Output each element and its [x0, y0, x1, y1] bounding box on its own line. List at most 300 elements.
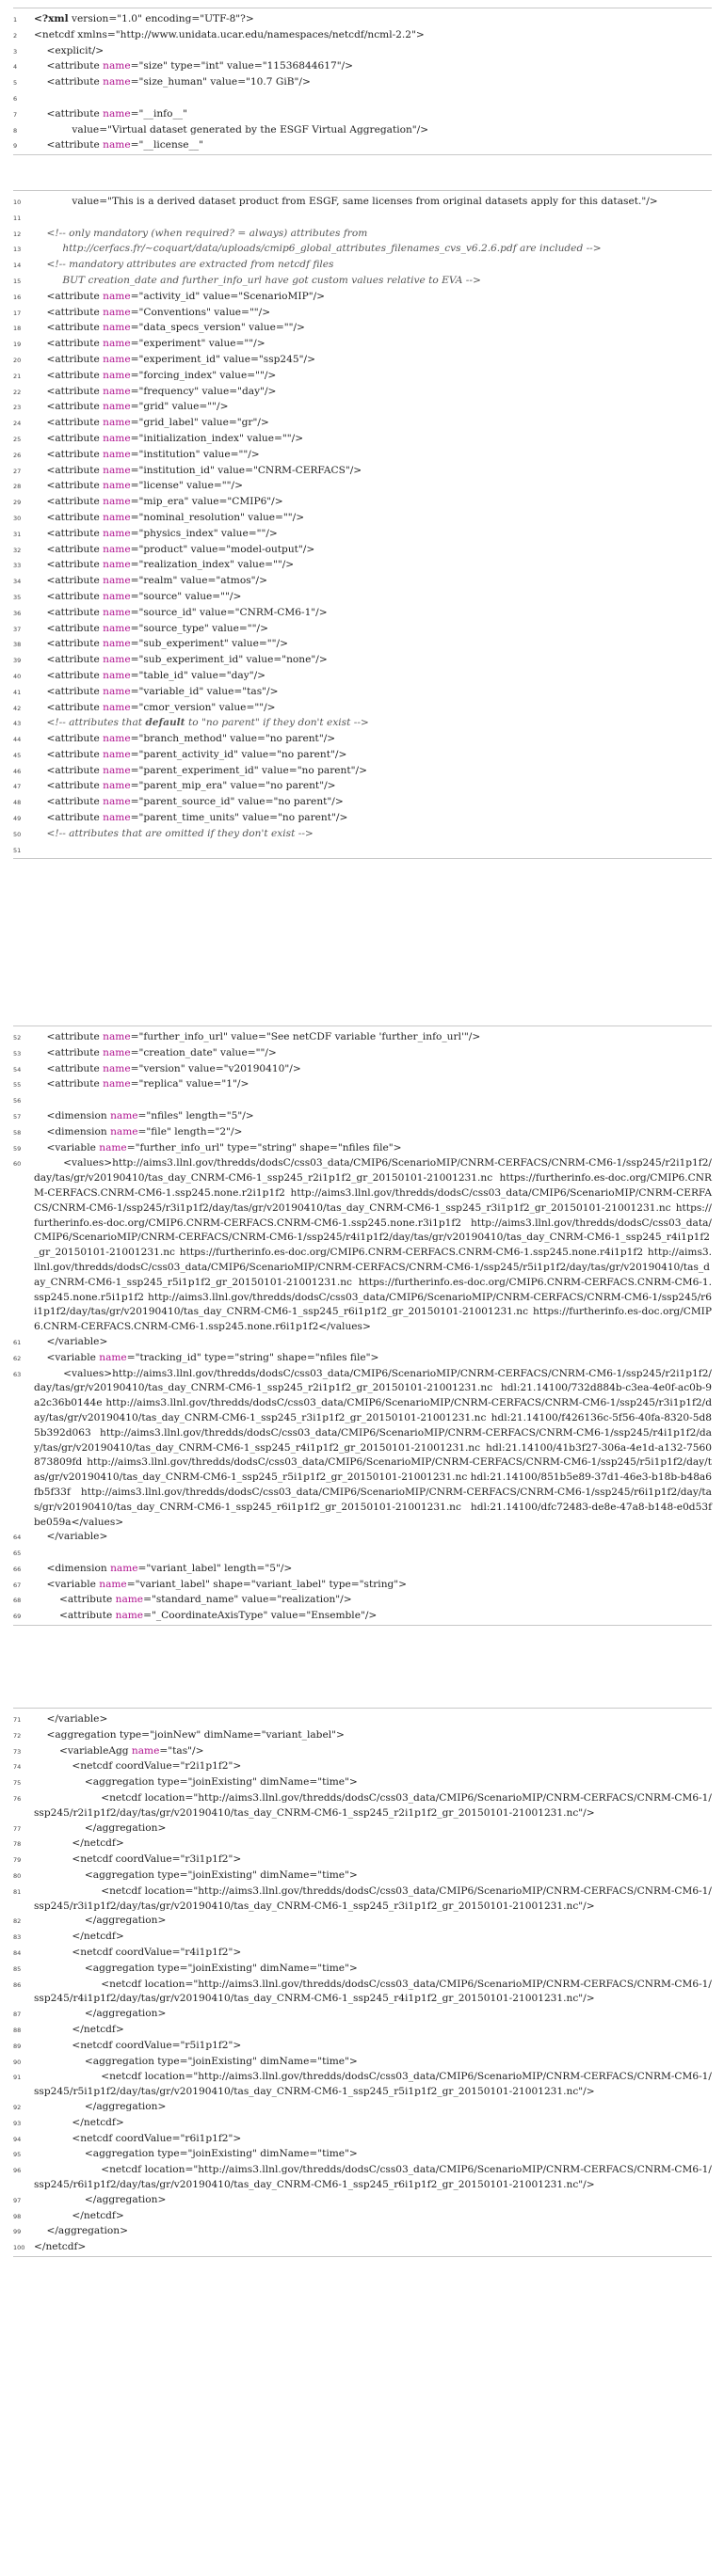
code-line: [13, 1156, 712, 1335]
code-line: [13, 59, 712, 75]
code-line: [13, 1930, 712, 1946]
code-line: [13, 195, 712, 211]
code-text: [34, 1546, 712, 1562]
code-line: [13, 416, 712, 432]
code-line: [13, 2055, 712, 2071]
code-line: [13, 2100, 712, 2116]
code-text: <attribute name="_CoordinateAxisType" value="Ensemble"/>: [34, 1610, 378, 1622]
code-text: </aggregation>: [34, 2225, 128, 2237]
code-text: <attribute name="sub_experiment" value=""/>: [34, 638, 288, 650]
code-text: <attribute name="source" value=""/>: [34, 590, 242, 602]
line-number: 44: [13, 736, 22, 744]
line-number: 64: [13, 1534, 22, 1542]
line-number: 10: [13, 199, 22, 206]
code-line: [13, 44, 712, 60]
code-line: [13, 1030, 712, 1046]
code-text: </netcdf>: [34, 1837, 124, 1850]
code-text: <attribute name="variable_id" value="tas"/>: [34, 685, 279, 697]
line-number: 20: [13, 356, 22, 364]
line-number: 48: [13, 799, 22, 807]
code-line: [13, 123, 712, 139]
code-line: [13, 258, 712, 274]
code-line: [13, 290, 712, 306]
line-number: 26: [13, 451, 22, 459]
code-text: http://cerfacs.fr/~coquart/data/uploads/cmip6_global_attributes_filenames_cvs_v6.2.6.pdf are included -->: [34, 243, 602, 255]
code-text: value="Virtual dataset generated by the ESGF Virtual Aggregation"/>: [34, 123, 429, 135]
code-line: [13, 637, 712, 653]
line-number: 8: [13, 126, 18, 135]
line-number: 14: [13, 262, 22, 270]
code-line: [13, 353, 712, 369]
code-text: [34, 843, 712, 859]
code-text: </netcdf>: [34, 2241, 87, 2253]
code-text: <attribute name="cmor_version" value=""/>: [34, 701, 276, 713]
code-text: <netcdf coordValue="r3i1p1f2">: [34, 1853, 242, 1866]
code-line: [13, 811, 712, 827]
code-text: <dimension name="variant_label" length="5"/>: [34, 1562, 293, 1574]
line-number: 28: [13, 483, 22, 491]
code-line: [13, 12, 712, 28]
code-text: </netcdf>: [34, 2116, 124, 2128]
line-number: 59: [13, 1144, 22, 1153]
code-text: <attribute name="experiment_id" value="ssp245"/>: [34, 353, 315, 365]
code-line: [13, 574, 712, 590]
code-text: <attribute name="parent_time_units" value="no parent"/>: [34, 812, 348, 824]
code-line: [13, 1609, 712, 1625]
code-text: <attribute name="parent_source_id" value="no parent"/>: [34, 796, 344, 808]
code-text: <attribute name="frequency" value="day"/>: [34, 385, 277, 397]
line-number: 22: [13, 388, 22, 396]
code-text: <aggregation type="joinExisting" dimName="time">: [34, 2055, 358, 2067]
code-text: <attribute name="branch_method" value="no parent"/>: [34, 733, 336, 745]
code-text: <aggregation type="joinExisting" dimName="time">: [34, 1962, 358, 1974]
code-text: <variable name="further_info_url" type="string" shape="nfiles file">: [34, 1141, 402, 1153]
line-number: 93: [13, 2119, 22, 2127]
code-text: <aggregation type="joinExisting" dimName="time">: [34, 2148, 358, 2160]
line-number: 87: [13, 2011, 22, 2019]
code-text: <attribute name="standard_name" value="realization"/>: [34, 1594, 352, 1606]
code-text: </variable>: [34, 1335, 108, 1347]
line-number: 21: [13, 372, 22, 380]
line-number: 6: [13, 94, 18, 103]
line-number: 3: [13, 47, 18, 56]
line-number: 13: [13, 246, 22, 254]
line-number: 76: [13, 1794, 22, 1803]
code-line: [13, 1884, 712, 1915]
code-text: [34, 1093, 712, 1109]
line-number: 5: [13, 79, 18, 87]
code-text: [34, 211, 712, 227]
line-number: 69: [13, 1613, 22, 1621]
code-text: <attribute name="physics_index" value=""/>: [34, 527, 278, 539]
code-text: <attribute name="replica" value="1"/>: [34, 1078, 249, 1090]
code-line: [13, 1914, 712, 1930]
code-text: <attribute name="source_type" value=""/>: [34, 622, 268, 634]
code-line: [13, 337, 712, 353]
code-text: <attribute name="license" value=""/>: [34, 480, 243, 492]
code-line: [13, 1821, 712, 1837]
line-number: 19: [13, 341, 22, 349]
code-line: [13, 479, 712, 495]
code-line: [13, 2163, 712, 2193]
code-line: [13, 2193, 712, 2209]
line-number: 23: [13, 404, 22, 412]
line-number: 46: [13, 767, 22, 775]
code-text: <attribute name="further_info_url" value="See netCDF variable 'further_info_url'"/>: [34, 1031, 481, 1042]
code-text: <variable name="tracking_id" type="string" shape="nfiles file">: [34, 1351, 379, 1363]
code-line: [13, 1546, 712, 1562]
line-number: 68: [13, 1597, 22, 1605]
code-line: [13, 2007, 712, 2023]
line-number: 33: [13, 562, 22, 570]
code-line: [13, 400, 712, 416]
code-text: <!-- attributes that are omitted if they don't exist -->: [34, 827, 314, 839]
line-number: 50: [13, 830, 22, 838]
code-text: <attribute name="__info__": [34, 107, 187, 119]
code-text: <attribute name="activity_id" value="ScenarioMIP"/>: [34, 290, 326, 302]
code-line: [13, 527, 712, 543]
code-text: <aggregation type="joinExisting" dimName="time">: [34, 1868, 358, 1881]
line-number: 66: [13, 1565, 22, 1573]
code-line: [13, 1978, 712, 2008]
code-text: <attribute name="product" value="model-output"/>: [34, 543, 315, 555]
line-number: 94: [13, 2135, 22, 2143]
code-line: [13, 1962, 712, 1978]
line-number: 74: [13, 1763, 22, 1772]
code-line: [13, 91, 712, 107]
code-block-4: [13, 1708, 712, 2257]
code-line: [13, 495, 712, 511]
code-line: [13, 1837, 712, 1852]
line-number: 42: [13, 704, 22, 712]
code-line: [13, 1530, 712, 1546]
code-line: [13, 28, 712, 44]
code-line: [13, 2023, 712, 2039]
code-line: [13, 685, 712, 701]
line-number: 41: [13, 688, 22, 696]
code-text: <netcdf coordValue="r4i1p1f2">: [34, 1946, 242, 1958]
line-number: 67: [13, 1581, 22, 1589]
code-line: [13, 1109, 712, 1125]
code-text: <attribute name="institution_id" value="CNRM-CERFACS"/>: [34, 464, 362, 476]
code-text: <!-- attributes that default to "no parent" if they don't exist -->: [34, 717, 369, 729]
line-number: 32: [13, 546, 22, 554]
code-text: <attribute name="version" value="v20190410"/>: [34, 1062, 301, 1074]
line-number: 71: [13, 1716, 22, 1724]
code-line: [13, 1077, 712, 1093]
code-line: [13, 1852, 712, 1868]
code-line: [13, 1062, 712, 1078]
line-number: 60: [13, 1160, 22, 1169]
code-line: [13, 716, 712, 732]
line-number: 72: [13, 1731, 22, 1740]
line-number: 29: [13, 499, 22, 507]
code-line: [13, 1351, 712, 1367]
code-text: <dimension name="nfiles" length="5"/>: [34, 1109, 254, 1121]
code-line: [13, 1593, 712, 1609]
line-number: 73: [13, 1747, 22, 1756]
code-line: [13, 1728, 712, 1744]
code-text: </aggregation>: [34, 2193, 167, 2205]
code-line: [13, 843, 712, 859]
code-text: <variableAgg name="tas"/>: [34, 1744, 204, 1757]
code-line: [13, 558, 712, 574]
code-text: <values>http://aims3.llnl.gov/thredds/dodsC/css03_data/CMIP6/ScenarioMIP/CNRM-CERFACS/CNRM-CM6-1/ssp245/r2i1p1f2/day/tas/gr/v20190410/tas_day_CNRM-CM6-1_ssp245_r2i1p1f2_gr_20150101-21001231.nc hdl:21.14100/732d884b-c3ea-4e0f-ac0b-9a2c36b0144e http://aims3.llnl.gov/thredds/dodsC/css03_data/CMIP6/ScenarioMIP/CNRM-CERFACS/CNRM-CM6-1/ssp245/r3i1p1f2/day/tas/gr/v20190410/tas_day_CNRM-CM6-1_ssp245_r3i1p1f2_gr_20150101-21001231.nc hdl:21.14100/f426136c-5f56-40fa-8320-5d85b392d063 http://aims3.llnl.gov/thredds/dodsC/css03_data/CMIP6/ScenarioMIP/CNRM-CERFACS/CNRM-CM6-1/ssp245/r4i1p1f2/day/tas/gr/v20190410/tas_day_CNRM-CM6-1_ssp245_r4i1p1f2_gr_20150101-21001231.nc hdl:21.14100/41b3f27-306a-4e1d-a132-7560873809fd http://aims3.llnl.gov/thredds/dodsC/css03_data/CMIP6/ScenarioMIP/CNRM-CERFACS/CNRM-CM6-1/ssp245/r5i1p1f2/day/tas/gr/v20190410/tas_day_CNRM-CM6-1_ssp245_r5i1p1f2_gr_20150101-21001231.nc hdl:21.14100/851b5e89-37d1-46e3-b18b-b48a6fb5f33f http://aims3.llnl.gov/thredds/dodsC/css03_data/CMIP6/ScenarioMIP/CNRM-CERFACS/CNRM-CM6-1/ssp245/r6i1p1f2/day/tas/gr/v20190410/tas_day_CNRM-CM6-1_ssp245_r6i1p1f2_gr_20150101-21001231.nc hdl:21.14100/dfc72483-de8e-47a8-b148-e0d53fbe059a</values>: [34, 1367, 712, 1528]
code-text: <netcdf coordValue="r6i1p1f2">: [34, 2132, 242, 2144]
code-line: [13, 779, 712, 795]
code-line: [13, 764, 712, 780]
code-text: <?xml version="1.0" encoding="UTF-8"?>: [34, 13, 254, 24]
code-line: [13, 2224, 712, 2240]
code-text: <aggregation type="joinExisting" dimName="time">: [34, 1776, 358, 1789]
code-text: <attribute name="experiment" value=""/>: [34, 338, 265, 350]
code-text: </variable>: [34, 1713, 108, 1725]
line-number: 80: [13, 1871, 22, 1880]
line-number: 39: [13, 657, 22, 665]
line-number: 62: [13, 1354, 22, 1362]
line-number: 49: [13, 815, 22, 823]
code-line: [13, 321, 712, 337]
code-text: </netcdf>: [34, 2023, 124, 2035]
line-number: 78: [13, 1840, 22, 1849]
code-line: [13, 590, 712, 606]
line-number: 99: [13, 2228, 22, 2236]
code-line: [13, 369, 712, 385]
code-text: <aggregation type="joinNew" dimName="variant_label">: [34, 1728, 345, 1741]
line-number: 88: [13, 2026, 22, 2034]
code-line: [13, 701, 712, 717]
code-text: <dimension name="file" length="2"/>: [34, 1125, 243, 1137]
code-line: [13, 2039, 712, 2055]
line-number: 18: [13, 325, 22, 333]
code-line: [13, 211, 712, 227]
code-line: [13, 622, 712, 638]
line-number: 16: [13, 293, 22, 301]
code-text: <netcdf location="http://aims3.llnl.gov/thredds/dodsC/css03_data/CMIP6/ScenarioMIP/CNRM-CERFACS/CNRM-CM6-1/ssp245/r6i1p1f2/day/tas/gr/v20190410/tas_day_CNRM-CM6-1_ssp245_r6i1p1f2_gr_20150101-21001231.nc"/>: [34, 2164, 712, 2190]
code-text: </aggregation>: [34, 2008, 167, 2020]
code-text: BUT creation_date and further_info_url have got custom values relative to EVA -->: [34, 274, 481, 286]
line-number: 96: [13, 2167, 22, 2175]
line-number: 89: [13, 2042, 22, 2050]
code-text: </aggregation>: [34, 1915, 167, 1927]
line-number: 55: [13, 1081, 22, 1089]
code-line: [13, 1744, 712, 1760]
code-text: <attribute name="initialization_index" value=""/>: [34, 432, 304, 444]
line-number: 45: [13, 751, 22, 759]
line-number: 37: [13, 625, 22, 633]
code-line: [13, 2116, 712, 2132]
code-line: [13, 669, 712, 685]
line-number: 54: [13, 1065, 22, 1073]
code-line: [13, 306, 712, 322]
code-block-3: [13, 1026, 712, 1626]
line-number: 35: [13, 593, 22, 601]
line-number: 31: [13, 530, 22, 538]
code-line: [13, 432, 712, 448]
code-text: <attribute name="table_id" value="day"/>: [34, 669, 266, 681]
code-text: <netcdf location="http://aims3.llnl.gov/thredds/dodsC/css03_data/CMIP6/ScenarioMIP/CNRM-CERFACS/CNRM-CM6-1/ssp245/r4i1p1f2/day/tas/gr/v20190410/tas_day_CNRM-CM6-1_ssp245_r4i1p1f2_gr_20150101-21001231.nc"/>: [34, 1978, 712, 2005]
line-number: 7: [13, 110, 18, 119]
line-number: 91: [13, 2074, 22, 2082]
code-line: [13, 1868, 712, 1884]
line-number: 53: [13, 1049, 22, 1057]
code-line: [13, 1578, 712, 1594]
line-number: 38: [13, 641, 22, 649]
code-text: <netcdf location="http://aims3.llnl.gov/thredds/dodsC/css03_data/CMIP6/ScenarioMIP/CNRM-CERFACS/CNRM-CM6-1/ssp245/r2i1p1f2/day/tas/gr/v20190410/tas_day_CNRM-CM6-1_ssp245_r2i1p1f2_gr_20150101-21001231.nc"/>: [34, 1791, 712, 1819]
code-text: <attribute name="data_specs_version" value=""/>: [34, 322, 305, 334]
code-text: <attribute name="source_id" value="CNRM-CM6-1"/>: [34, 606, 328, 618]
code-text: </variable>: [34, 1531, 108, 1543]
code-line: [13, 107, 712, 123]
code-text: <attribute name="size" type="int" value="11536844617"/>: [34, 60, 354, 72]
code-line: [13, 274, 712, 290]
code-text: [34, 91, 712, 107]
line-number: 63: [13, 1370, 22, 1378]
line-number: 51: [13, 846, 22, 854]
line-number: 56: [13, 1097, 22, 1105]
code-line: [13, 1791, 712, 1821]
code-line: [13, 543, 712, 559]
code-text: <attribute name="forcing_index" value=""/>: [34, 369, 277, 381]
code-text: </netcdf>: [34, 2209, 124, 2221]
code-line: [13, 1367, 712, 1531]
line-number: 81: [13, 1887, 22, 1896]
code-line: [13, 827, 712, 843]
line-number: 61: [13, 1338, 22, 1346]
code-text: <attribute name="mip_era" value="CMIP6"/>: [34, 496, 283, 508]
code-line: [13, 1335, 712, 1351]
line-number: 58: [13, 1128, 22, 1137]
code-line: [13, 242, 712, 258]
code-text: <netcdf coordValue="r2i1p1f2">: [34, 1760, 242, 1773]
code-text: <attribute name="parent_mip_era" value="no parent"/>: [34, 780, 336, 792]
code-text: <attribute name="__license__": [34, 139, 203, 151]
line-number: 12: [13, 230, 22, 238]
code-text: <attribute name="Conventions" value=""/>: [34, 306, 271, 318]
code-text: <values>http://aims3.llnl.gov/thredds/dodsC/css03_data/CMIP6/ScenarioMIP/CNRM-CERFACS/CNRM-CM6-1/ssp245/r2i1p1f2/day/tas/gr/v20190410/tas_day_CNRM-CM6-1_ssp245_r2i1p1f2_gr_20150101-21001231.nc https://furtherinfo.es-doc.org/CMIP6.CNRM-CERFACS.CNRM-CM6-1.ssp245.none.r2i1p1f2 http://aims3.llnl.gov/thredds/dodsC/css03_data/CMIP6/ScenarioMIP/CNRM-CERFACS/CNRM-CM6-1/ssp245/r3i1p1f2/day/tas/gr/v20190410/tas_day_CNRM-CM6-1_ssp245_r3i1p1f2_gr_20150101-21001231.nc https://furtherinfo.es-doc.org/CMIP6.CNRM-CERFACS.CNRM-CM6-1.ssp245.none.r3i1p1f2 http://aims3.llnl.gov/thredds/dodsC/css03_data/CMIP6/ScenarioMIP/CNRM-CERFACS/CNRM-CM6-1/ssp245/r4i1p1f2/day/tas/gr/v20190410/tas_day_CNRM-CM6-1_ssp245_r4i1p1f2_gr_20150101-21001231.nc https://furtherinfo.es-doc.org/CMIP6.CNRM-CERFACS.CNRM-CM6-1.ssp245.none.r4i1p1f2 http://aims3.llnl.gov/thredds/dodsC/css03_data/CMIP6/ScenarioMIP/CNRM-CERFACS/CNRM-CM6-1/ssp245/r5i1p1f2/day/tas/gr/v20190410/tas_day_CNRM-CM6-1_ssp245_r5i1p1f2_gr_20150101-21001231.nc https://furtherinfo.es-doc.org/CMIP6.CNRM-CERFACS.CNRM-CM6-1.ssp245.none.r5i1p1f2 http://aims3.llnl.gov/thredds/dodsC/css03_data/CMIP6/ScenarioMIP/CNRM-CERFACS/CNRM-CM6-1/ssp245/r6i1p1f2/day/tas/gr/v20190410/tas_day_CNRM-CM6-1_ssp245_r6i1p1f2_gr_20150101-21001231.nc https://furtherinfo.es-doc.org/CMIP6.CNRM-CERFACS.CNRM-CM6-1.ssp245.none.r6i1p1f2</values>: [34, 1157, 712, 1333]
code-text: <!-- only mandatory (when required? = always) attributes from: [34, 227, 368, 239]
line-number: 25: [13, 435, 22, 443]
code-text: <attribute name="grid_label" value="gr"/>: [34, 417, 269, 429]
line-number: 75: [13, 1779, 22, 1788]
code-line: [13, 2209, 712, 2225]
code-text: <attribute name="parent_experiment_id" value="no parent"/>: [34, 764, 367, 776]
code-line: [13, 511, 712, 527]
line-number: 90: [13, 2058, 22, 2066]
code-line: [13, 385, 712, 401]
code-text: <attribute name="size_human" value="10.7 GiB"/>: [34, 76, 311, 88]
code-text: <attribute name="grid" value=""/>: [34, 401, 229, 413]
code-text: <attribute name="parent_activity_id" value="no parent"/>: [34, 748, 347, 760]
code-line: [13, 1141, 712, 1157]
line-number: 47: [13, 783, 22, 791]
line-number: 9: [13, 142, 18, 151]
line-number: 85: [13, 1964, 22, 1973]
line-number: 40: [13, 672, 22, 680]
code-text: <attribute name="institution" value=""/>: [34, 448, 260, 460]
code-text: <attribute name="realm" value="atmos"/>: [34, 575, 267, 587]
line-number: 79: [13, 1856, 22, 1865]
line-number: 1: [13, 16, 18, 24]
code-text: <netcdf location="http://aims3.llnl.gov/thredds/dodsC/css03_data/CMIP6/ScenarioMIP/CNRM-CERFACS/CNRM-CM6-1/ssp245/r5i1p1f2/day/tas/gr/v20190410/tas_day_CNRM-CM6-1_ssp245_r5i1p1f2_gr_20150101-21001231.nc"/>: [34, 2071, 712, 2098]
line-number: 98: [13, 2212, 22, 2220]
line-number: 43: [13, 720, 22, 728]
code-line: [13, 1093, 712, 1109]
line-number: 65: [13, 1550, 22, 1558]
code-text: <explicit/>: [34, 44, 105, 56]
line-number: 36: [13, 609, 22, 617]
code-line: [13, 464, 712, 480]
line-number: 2: [13, 31, 18, 40]
code-line: [13, 732, 712, 748]
line-number: 86: [13, 1980, 22, 1989]
code-text: </aggregation>: [34, 1821, 167, 1834]
line-number: 11: [13, 214, 22, 222]
line-number: 30: [13, 514, 22, 522]
code-line: [13, 138, 712, 154]
code-line: [13, 653, 712, 669]
code-line: [13, 2070, 712, 2100]
line-number: 83: [13, 1933, 22, 1942]
code-text: <netcdf location="http://aims3.llnl.gov/thredds/dodsC/css03_data/CMIP6/ScenarioMIP/CNRM-CERFACS/CNRM-CM6-1/ssp245/r3i1p1f2/day/tas/gr/v20190410/tas_day_CNRM-CM6-1_ssp245_r3i1p1f2_gr_20150101-21001231.nc"/>: [34, 1884, 712, 1912]
code-line: [13, 748, 712, 764]
code-block-1: [13, 8, 712, 155]
code-line: [13, 227, 712, 243]
code-text: <!-- mandatory attributes are extracted from netcdf files: [34, 259, 334, 271]
code-text: value="This is a derived dataset product from ESGF, same licenses from original datasets apply for this dataset."/>: [34, 196, 658, 207]
line-number: 57: [13, 1112, 22, 1121]
code-line: [13, 75, 712, 91]
code-line: [13, 1125, 712, 1141]
code-line: [13, 1046, 712, 1062]
code-line: [13, 1712, 712, 1728]
code-line: [13, 1759, 712, 1775]
line-number: 24: [13, 420, 22, 428]
code-line: [13, 1775, 712, 1791]
line-number: 84: [13, 1948, 22, 1957]
line-number: 92: [13, 2103, 22, 2111]
code-text: <attribute name="creation_date" value=""/>: [34, 1046, 277, 1058]
code-text: <variable name="variant_label" shape="variant_label" type="string">: [34, 1578, 408, 1590]
line-number: 4: [13, 63, 18, 72]
line-number: 95: [13, 2151, 22, 2159]
code-line: [13, 1946, 712, 1962]
code-line: [13, 795, 712, 811]
code-line: [13, 2240, 712, 2256]
code-text: </aggregation>: [34, 2100, 167, 2112]
line-number: 17: [13, 309, 22, 317]
line-number: 100: [13, 2244, 25, 2252]
code-line: [13, 1562, 712, 1578]
code-text: <attribute name="realization_index" value=""/>: [34, 559, 295, 571]
code-text: <netcdf coordValue="r5i1p1f2">: [34, 2039, 242, 2051]
line-number: 82: [13, 1917, 22, 1926]
line-number: 52: [13, 1034, 22, 1042]
code-line: [13, 2132, 712, 2148]
code-text: </netcdf>: [34, 1931, 124, 1943]
line-number: 77: [13, 1824, 22, 1833]
code-text: <attribute name="nominal_resolution" value=""/>: [34, 511, 305, 523]
code-text: <netcdf xmlns="http://www.unidata.ucar.edu/namespaces/netcdf/ncml-2.2">: [34, 28, 425, 40]
code-text: <attribute name="sub_experiment_id" value="none"/>: [34, 654, 328, 666]
line-number: 27: [13, 467, 22, 475]
line-number: 97: [13, 2196, 22, 2204]
line-number: 15: [13, 277, 22, 285]
code-line: [13, 606, 712, 622]
code-block-2: [13, 190, 712, 859]
line-number: 34: [13, 578, 22, 586]
code-line: [13, 2147, 712, 2163]
